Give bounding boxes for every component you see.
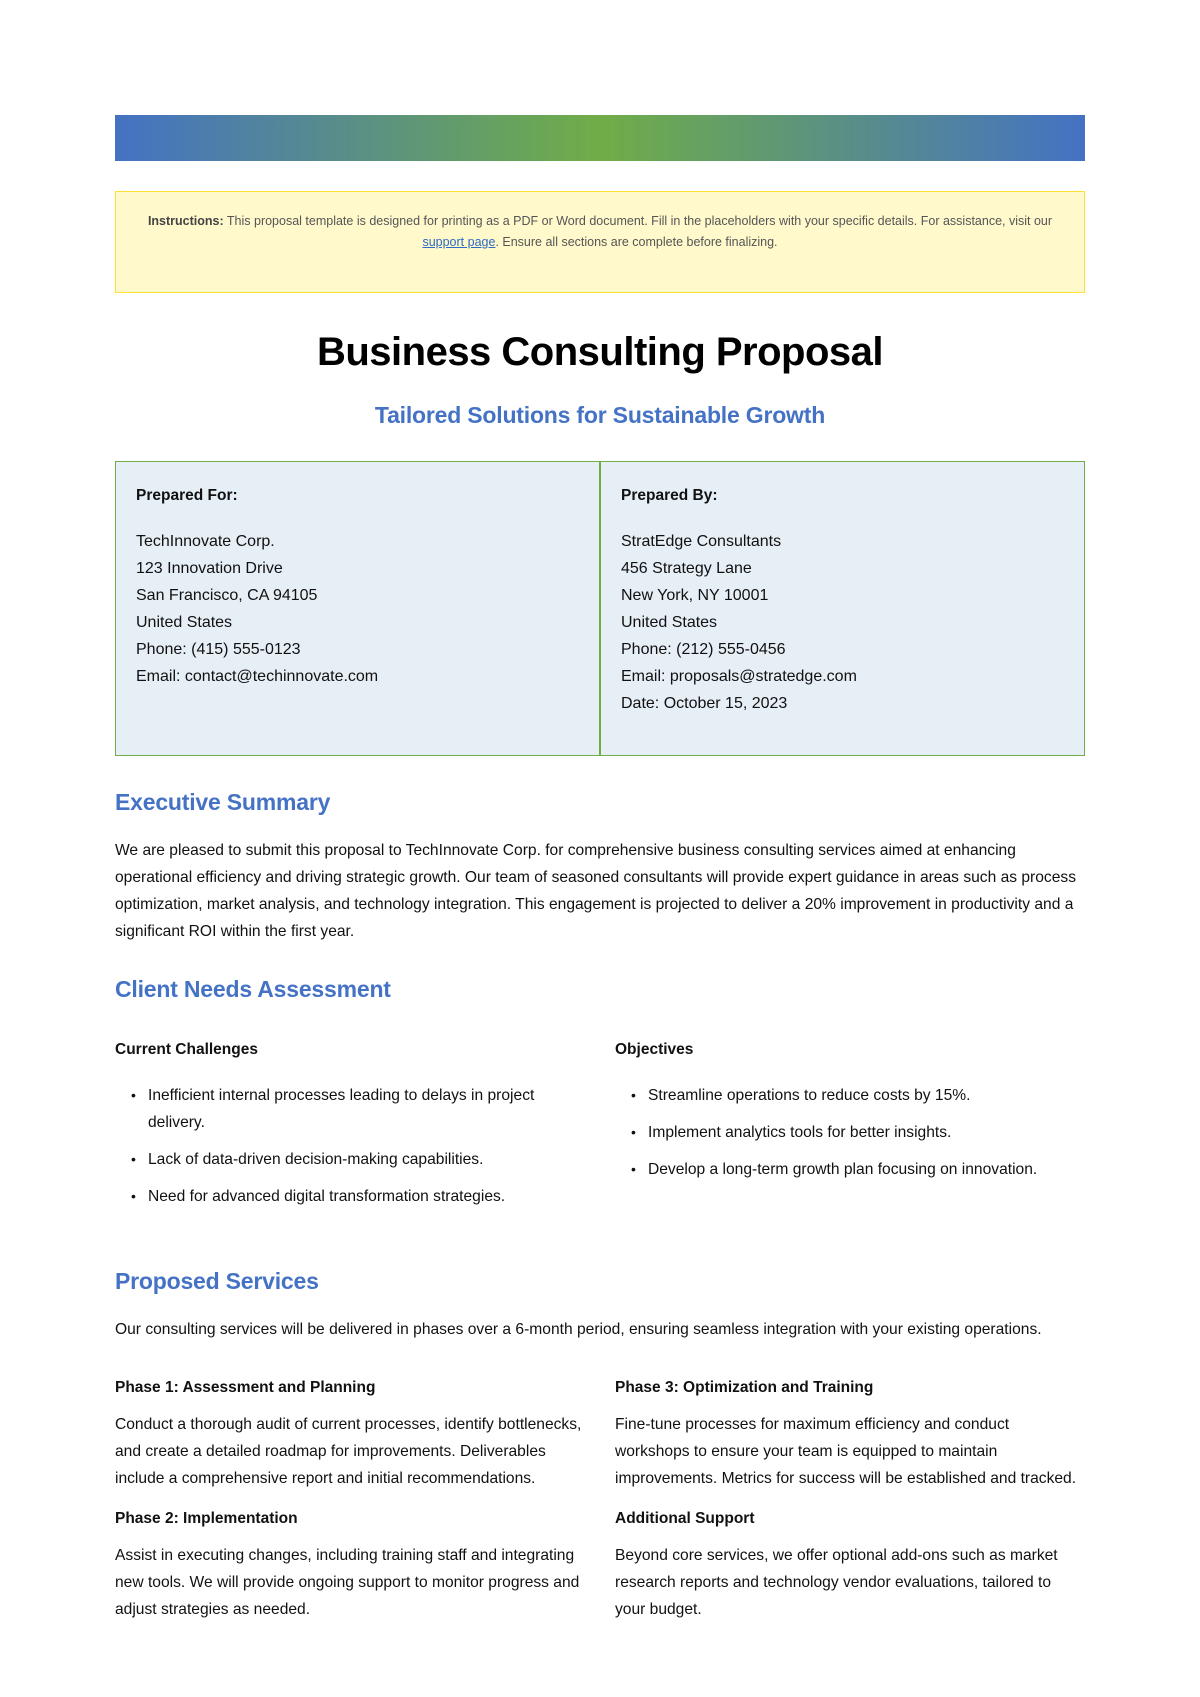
phase-3-text: Fine-tune processes for maximum efficiency and conduct workshops to ensure your team is equipped to maintain improvements. Metrics for success will be established and tracked. — [615, 1416, 1077, 1487]
consultant-name: StratEdge Consultants — [621, 533, 782, 550]
prepared-for-label: Prepared For: — [136, 487, 238, 504]
client-needs-heading: Client Needs Assessment — [115, 976, 391, 1002]
proposal-page — [115, 115, 1085, 1639]
header-gradient-bar — [115, 115, 1085, 161]
executive-summary-text: We are pleased to submit this proposal to TechInnovate Corp. for comprehensive business consulting services aimed at enhancing operational efficiency and driving strategic growth. Our team of seasoned consultants will provide expert guidance in areas such as process optimization, market analysis, and technology integration. This engagement is projected to deliver a 20% improvement in productivity and a significant ROI within the first year. — [115, 842, 1076, 940]
list-item: • Streamline operations to reduce costs by 15%. — [648, 1082, 1085, 1109]
list-item: • Implement analytics tools for better insights. — [648, 1119, 1085, 1146]
proposed-services-intro: Our consulting services will be delivered in phases over a 6-month period, ensuring seamless integration with your existing operations. — [115, 1321, 1042, 1338]
prepared-by-cell — [600, 461, 1085, 756]
consultant-country: United States — [621, 614, 718, 631]
client-needs-section — [115, 974, 1085, 1220]
proposed-services-section — [115, 1266, 1085, 1639]
additional-support-block — [615, 1508, 1085, 1623]
phase-1-heading: Phase 1: Assessment and Planning — [115, 1379, 376, 1396]
client-name: TechInnovate Corp. — [136, 533, 275, 550]
phase-1-text: Conduct a thorough audit of current processes, identify bottlenecks, and create a detailed roadmap for improvements. Deliverables include a comprehensive report and initial recommendations. — [115, 1416, 582, 1487]
objectives-heading: Objectives — [615, 1041, 694, 1058]
consultant-city: New York, NY 10001 — [621, 587, 769, 604]
phase-3-heading: Phase 3: Optimization and Training — [615, 1379, 874, 1396]
parties-table — [115, 461, 1085, 756]
prepared-for-cell — [115, 461, 600, 756]
consultant-street: 456 Strategy Lane — [621, 560, 752, 577]
additional-support-heading: Additional Support — [615, 1510, 755, 1527]
client-city: San Francisco, CA 94105 — [136, 587, 318, 604]
objectives-column — [615, 1039, 1085, 1220]
list-item: • Need for advanced digital transformation strategies. — [148, 1183, 578, 1210]
challenges-heading: Current Challenges — [115, 1041, 258, 1058]
client-needs-columns — [115, 1039, 1085, 1220]
phase-2-heading: Phase 2: Implementation — [115, 1510, 298, 1527]
phase-2-text: Assist in executing changes, including training staff and integrating new tools. We will provide ongoing support to monitor progress and adjust strategies as needed. — [115, 1547, 580, 1618]
proposal-date: Date: October 15, 2023 — [621, 695, 788, 712]
proposed-services-heading: Proposed Services — [115, 1268, 319, 1294]
instructions-text-end: . Ensure all sections are complete before finalizing. — [495, 235, 778, 249]
challenges-column — [115, 1039, 615, 1220]
client-street: 123 Innovation Drive — [136, 560, 283, 577]
objectives-list — [615, 1082, 1085, 1183]
instructions-label: Instructions: — [147, 214, 224, 228]
list-item: • Inefficient internal processes leading to delays in project delivery. — [148, 1082, 578, 1136]
services-left-column — [115, 1377, 615, 1639]
services-right-column — [615, 1377, 1085, 1639]
phase-1-block — [115, 1377, 585, 1492]
client-email: Email: contact@techinnovate.com — [136, 668, 379, 685]
list-item: • Develop a long-term growth plan focusing on innovation. — [648, 1156, 1085, 1183]
client-phone: Phone: (415) 555-0123 — [136, 641, 301, 658]
page-subtitle: Tailored Solutions for Sustainable Growth — [374, 402, 826, 428]
page-title: Business Consulting Proposal — [316, 330, 884, 374]
instructions-box — [115, 191, 1085, 293]
services-columns — [115, 1377, 1085, 1639]
phase-3-block — [615, 1377, 1085, 1492]
consultant-phone: Phone: (212) 555-0456 — [621, 641, 786, 658]
prepared-by-label: Prepared By: — [621, 487, 718, 504]
challenges-list — [115, 1082, 578, 1210]
consultant-email: Email: proposals@stratedge.com — [621, 668, 857, 685]
phase-2-block — [115, 1508, 585, 1623]
instructions-text: This proposal template is designed for printing as a PDF or Word document. Fill in the placeholders with your specific details. For assistance, visit our — [223, 214, 1053, 228]
executive-summary-section — [115, 787, 1085, 945]
client-country: United States — [136, 614, 233, 631]
additional-support-text: Beyond core services, we offer optional add-ons such as market research reports and technology vendor evaluations, tailored to your budget. — [615, 1547, 1058, 1618]
support-page-link[interactable]: support page — [422, 235, 496, 249]
list-item: • Lack of data-driven decision-making capabilities. — [148, 1146, 578, 1173]
executive-summary-heading: Executive Summary — [115, 789, 331, 815]
